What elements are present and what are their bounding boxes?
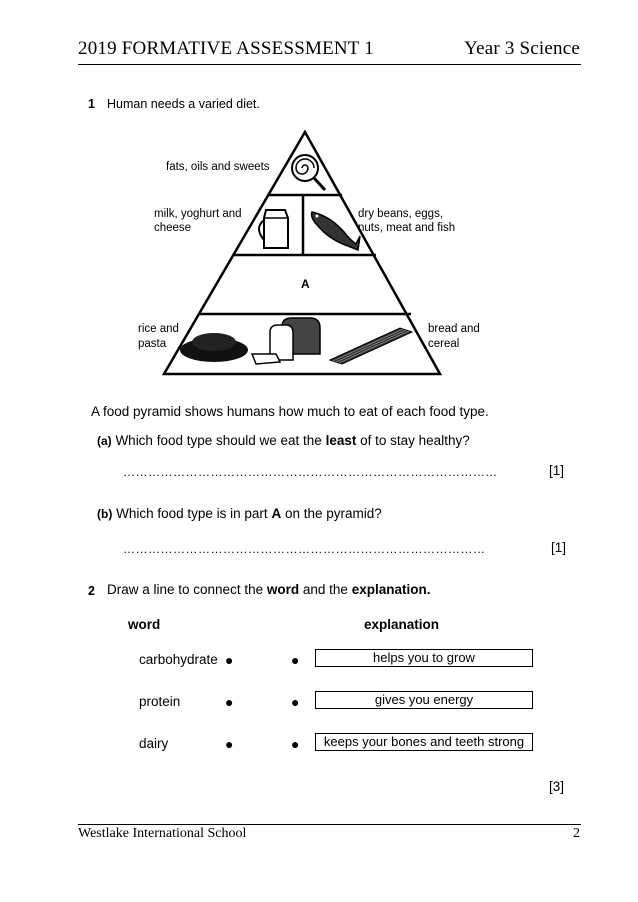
explanation-box-bones: keeps your bones and teeth strong: [315, 733, 533, 751]
pyramid-label-milk-1: milk, yoghurt and: [154, 208, 242, 220]
question-1b: [97, 506, 382, 521]
pyramid-label-a: A: [301, 277, 310, 291]
explanation-box-grow: helps you to grow: [315, 649, 533, 667]
question-1a-text-before: Which food type should we eat the: [115, 433, 322, 448]
question-2-number: 2: [88, 584, 95, 598]
explanation-dot[interactable]: ●: [291, 652, 300, 668]
word-dairy: dairy: [139, 736, 169, 751]
pasta-icon: [330, 328, 412, 364]
question-2-text-mid: and the: [302, 582, 348, 597]
pyramid-label-milk-2: cheese: [154, 222, 192, 234]
question-2-bold-word: word: [266, 582, 300, 597]
answer-line-1a[interactable]: ……………………………………………………………………………...: [123, 465, 498, 479]
header-rule: [78, 64, 581, 65]
explanation-dot[interactable]: ●: [291, 694, 300, 710]
pyramid-statement: A food pyramid shows humans how much to eat of each food type.: [91, 404, 489, 419]
question-2-text-before: Draw a line to connect the: [107, 582, 264, 597]
marks-1b: [1]: [551, 540, 567, 555]
footer-page-number: 2: [573, 826, 580, 841]
question-2-bold-explanation: explanation.: [351, 582, 431, 597]
pyramid-label-rice-2: pasta: [138, 338, 167, 350]
header-title: 2019 FORMATIVE ASSESSMENT 1: [78, 38, 374, 59]
word-dot[interactable]: ●: [225, 694, 234, 710]
question-1-number: 1: [88, 97, 95, 111]
column-header-explanation: explanation: [364, 617, 440, 632]
bread-loaf-icon: [252, 318, 320, 364]
explanation-dot[interactable]: ●: [291, 736, 300, 752]
question-1a-text-after: of to stay healthy?: [360, 433, 470, 448]
pyramid-label-rice-1: rice and: [138, 323, 179, 335]
pyramid-label-bread-2: cereal: [428, 338, 460, 350]
explanation-box-energy: gives you energy: [315, 691, 533, 709]
column-header-word: word: [128, 617, 161, 632]
question-2-text: [107, 582, 430, 597]
question-1b-label: (b): [97, 507, 113, 521]
pyramid-label-beans-1: dry beans, eggs,: [358, 208, 444, 220]
footer-school: Westlake International School: [78, 826, 247, 841]
food-pyramid-diagram: [130, 128, 490, 378]
word-dot[interactable]: ●: [225, 652, 234, 668]
answer-line-1b[interactable]: ……………………………………………………………………………: [123, 542, 486, 556]
word-dot[interactable]: ●: [225, 736, 234, 752]
word-carbohydrate: carbohydrate: [139, 652, 218, 667]
question-1b-text-bold: A: [271, 506, 282, 521]
marks-q2: [3]: [549, 779, 565, 794]
question-1a-text-bold: least: [325, 433, 357, 448]
question-1b-text-after: on the pyramid?: [284, 506, 382, 521]
pyramid-label-fats: fats, oils and sweets: [166, 161, 270, 173]
header-subject: Year 3 Science: [464, 38, 580, 59]
question-1b-text-before: Which food type is in part: [116, 506, 268, 521]
question-1-intro: Human needs a varied diet.: [107, 97, 260, 111]
word-protein: protein: [139, 694, 181, 709]
pyramid-label-bread-1: bread and: [428, 323, 480, 335]
rice-pile-icon: [180, 333, 248, 362]
marks-1a: [1]: [549, 463, 565, 478]
question-1a: [97, 433, 470, 448]
pyramid-label-beans-2: nuts, meat and fish: [358, 222, 456, 234]
question-1a-label: (a): [97, 434, 112, 448]
jug-icon: [259, 210, 288, 248]
